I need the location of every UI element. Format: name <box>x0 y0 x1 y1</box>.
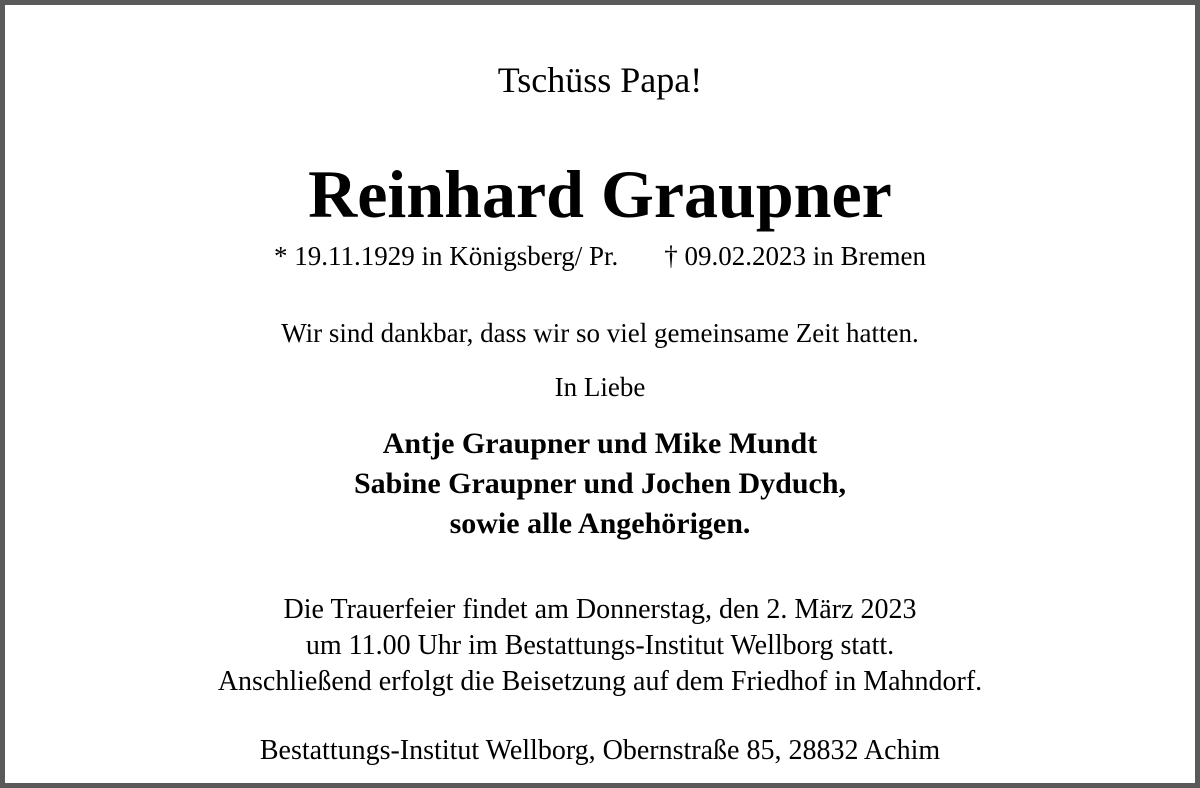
mourner-line: Sabine Graupner und Jochen Dyduch, <box>353 467 847 500</box>
service-line: Anschließend erfolgt die Beisetzung auf dem Friedhof in Mahndorf. <box>217 666 983 697</box>
death-date: † 09.02.2023 in Bremen <box>664 241 926 271</box>
gratitude-line: Wir sind dankbar, dass wir so viel gemeinsame Zeit hatten. <box>281 318 919 348</box>
funeral-home-address: Bestattungs-Institut Wellborg, Obernstraße 85, 28832 Achim <box>259 735 941 766</box>
birth-date: * 19.11.1929 in Königsberg/ Pr. <box>274 241 619 271</box>
service-line: Die Trauerfeier findet am Donnerstag, den 2. März 2023 <box>283 594 917 625</box>
service-info <box>5 592 1195 700</box>
greeting: Tschüss Papa! <box>497 60 703 100</box>
life-dates <box>5 237 1195 275</box>
in-love-line: In Liebe <box>554 372 646 402</box>
deceased-name: Reinhard Graupner <box>308 156 892 232</box>
mourner-line: Antje Graupner und Mike Mundt <box>382 427 818 460</box>
mourners-list <box>5 424 1195 544</box>
service-line: um 11.00 Uhr im Bestattungs-Institut Wellborg statt. <box>305 630 895 661</box>
mourner-line: sowie alle Angehörigen. <box>449 507 751 540</box>
